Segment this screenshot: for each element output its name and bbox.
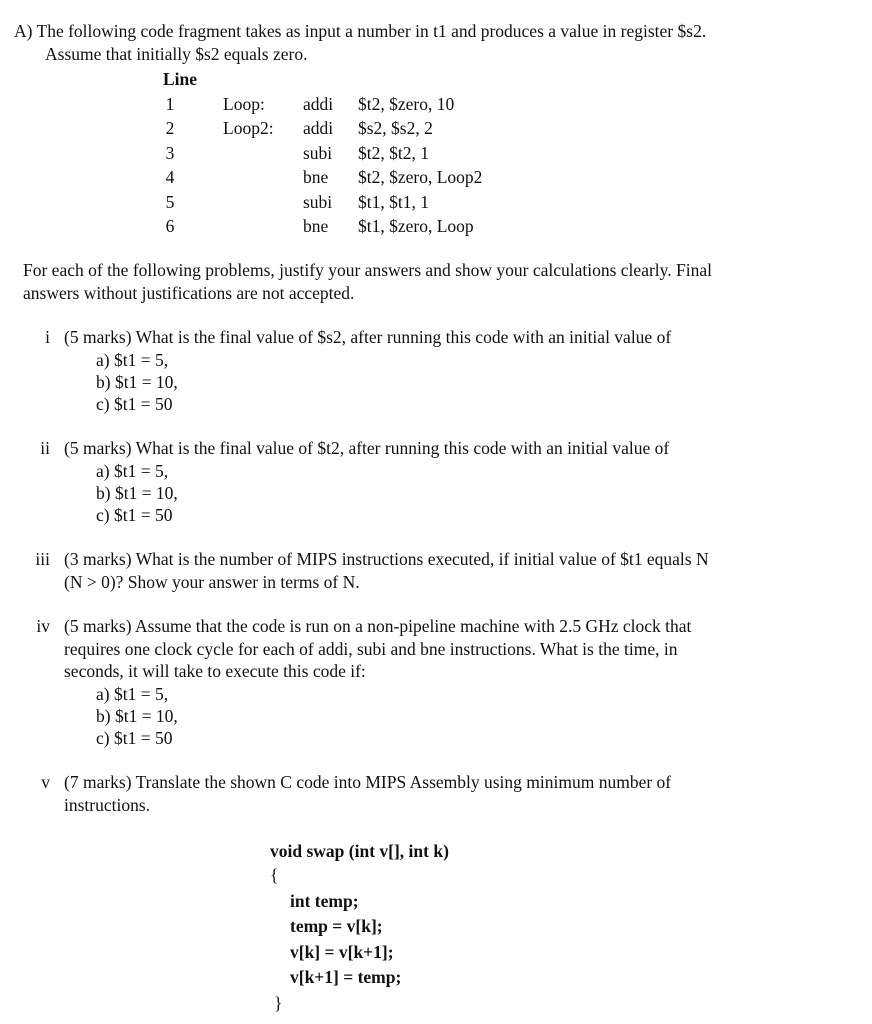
code-operands: $t2, $zero, Loop2 — [358, 167, 483, 187]
code-operands: $s2, $s2, 2 — [358, 118, 433, 138]
code-operands: $t2, $zero, 10 — [358, 94, 455, 114]
c-code-line: v[k+1] = temp; — [290, 967, 402, 987]
question-number: i — [45, 327, 50, 347]
sub-question: c) $t1 = 50 — [96, 505, 173, 525]
sub-question: a) $t1 = 5, — [96, 461, 169, 481]
code-opcode: bne — [303, 167, 329, 187]
line-number: 5 — [165, 192, 175, 212]
question-number: ii — [40, 438, 50, 458]
instructions-line-2: answers without justifications are not accepted. — [23, 283, 355, 303]
question-text: (5 marks) What is the final value of $t2, after running this code with an initial value of — [64, 438, 670, 458]
line-number: 1 — [165, 94, 175, 114]
line-column-header: Line — [163, 69, 198, 89]
question-number: iv — [36, 616, 50, 636]
code-opcode: addi — [303, 118, 334, 138]
line-number: 6 — [165, 216, 175, 236]
sub-question: c) $t1 = 50 — [96, 394, 173, 414]
question-number: iii — [35, 549, 50, 569]
question-text: (5 marks) Assume that the code is run on a non-pipeline machine with 2.5 GHz clock that — [64, 616, 692, 636]
line-number: 4 — [165, 167, 175, 187]
question-text: (7 marks) Translate the shown C code into MIPS Assembly using minimum number of — [64, 772, 672, 792]
code-operands: $t1, $t1, 1 — [358, 192, 429, 212]
c-code-line: v[k] = v[k+1]; — [290, 942, 394, 962]
sub-question: b) $t1 = 10, — [96, 483, 178, 503]
question-text: (N > 0)? Show your answer in terms of N. — [64, 572, 360, 592]
c-open-brace: { — [270, 865, 279, 885]
sub-question: a) $t1 = 5, — [96, 684, 169, 704]
code-label: Loop: — [223, 94, 265, 114]
code-operands: $t2, $t2, 1 — [358, 143, 429, 163]
sub-question: b) $t1 = 10, — [96, 372, 178, 392]
line-number: 3 — [165, 143, 175, 163]
instructions-line-1: For each of the following problems, justify your answers and show your calculations clearly. Final — [23, 260, 712, 280]
question-text: seconds, it will take to execute this code if: — [64, 661, 366, 681]
question-text: (3 marks) What is the number of MIPS instructions executed, if initial value of $t1 equals N — [64, 549, 709, 569]
code-opcode: bne — [303, 216, 329, 236]
sub-question: a) $t1 = 5, — [96, 350, 169, 370]
question-text: (5 marks) What is the final value of $s2, after running this code with an initial value of — [64, 327, 672, 347]
question-number: v — [41, 772, 50, 792]
sub-question: b) $t1 = 10, — [96, 706, 178, 726]
c-code-line: temp = v[k]; — [290, 916, 383, 936]
code-operands: $t1, $zero, Loop — [358, 216, 474, 236]
question-text: requires one clock cycle for each of addi, subi and bne instructions. What is the time, in — [64, 639, 678, 659]
code-label: Loop2: — [223, 118, 274, 138]
code-opcode: subi — [303, 192, 333, 212]
c-close-brace: } — [274, 993, 283, 1013]
sub-question: c) $t1 = 50 — [96, 728, 173, 748]
intro-line-2: Assume that initially $s2 equals zero. — [45, 44, 308, 64]
question-text: instructions. — [64, 795, 151, 815]
c-function-signature: void swap (int v[], int k) — [270, 841, 449, 861]
c-code-line: int temp; — [290, 891, 359, 911]
code-opcode: subi — [303, 143, 333, 163]
intro-line-1: A) The following code fragment takes as input a number in t1 and produces a value in register $s2. — [14, 21, 707, 41]
code-opcode: addi — [303, 94, 334, 114]
line-number: 2 — [165, 118, 175, 138]
